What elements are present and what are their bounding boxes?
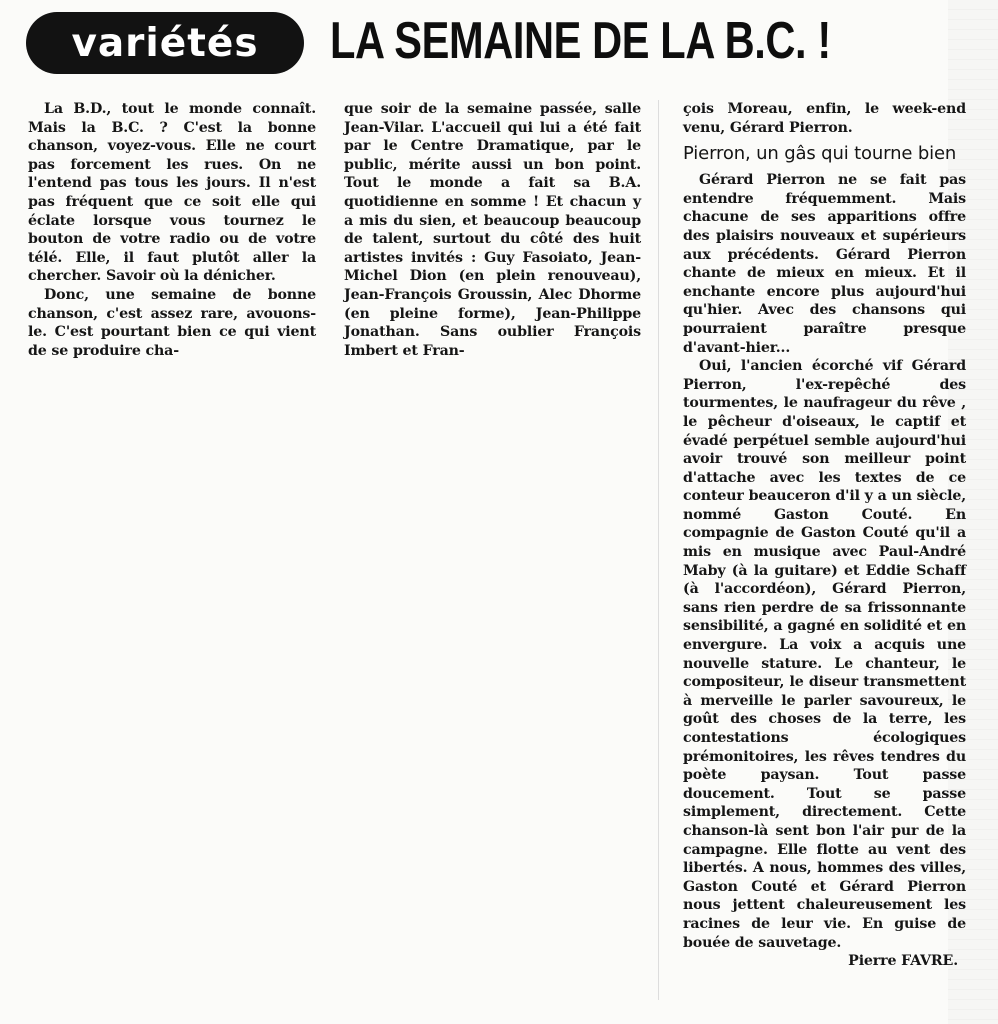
paragraph: Oui, l'ancien écorché vif Gérard Pierron, l'ex-repêché des tourmentes, le naufrageur du rêve , le pêcheur d'oiseaux, le captif et évadé perpétuel semble aujourd'hui avoir trouvé son meilleur point d'attache avec les textes de ce conteur beauceron d'il y a un siècle, nommé Gaston Couté. En compagnie de Gaston Couté qu'il a mis en musique avec Paul-André Maby (à la guitare) et Eddie Schaff (à l'accordéon), Gérard Pierron, sans rien perdre de sa frissonnante sensibilité, a gagné en solidité et en envergure. La voix a acquis une nouvelle stature. Le chanteur, le compositeur, le diseur transmettent à merveille le parler savoureux, le goût des choses de la terre, les contestations écologiques prémonitoires, les rêves tendres du poète paysan. Tout passe doucement. Tout se passe simplement, directement. Cette chanson-là sent bon l'air pur de la campagne. Elle flotte au vent des libertés. A nous, hommes des villes, Gaston Couté et Gérard Pierron nous jettent chaleureusement les racines de leur vie. En guise de bouée de sauvetage. [683, 358, 966, 951]
paragraph: que soir de la semaine passée, salle Jean-Vilar. L'accueil qui lui a été fait par le Centre Dramatique, par le public, mérite aussi un bon point. Tout le monde a fait sa B.A. quotidienne en somme ! Et chacun y a mis du sien, et beaucoup beaucoup de talent, surtout du côté des huit artistes invités : Guy Fasoiato, Jean-Michel Dion (en plein renouveau), Jean-François Groussin, Alec Dhorme (en pleine forme), Jean-Philippe Jonathan. Sans oublier François Imbert et Fran- [344, 101, 641, 359]
author-signature: Pierre FAVRE. [848, 953, 958, 970]
paragraph: Donc, une semaine de bonne chanson, c'est assez rare, avouons-le. C'est pourtant bien ce qui vient de se produire cha- [28, 286, 316, 359]
article-column-1 [28, 100, 316, 360]
paragraph: Gérard Pierron ne se fait pas entendre fréquemment. Mais chacune de ses apparitions offre des plaisirs nouveaux et supérieurs aux précédents. Gérard Pierron chante de mieux en mieux. Et il enchante encore plus aujourd'hui qu'hier. Avec des chansons qui pourraient paraître presque d'avant-hier... [683, 172, 966, 356]
article-column-2 [344, 100, 641, 360]
headline: LA SEMAINE DE LA B.C. ! [330, 12, 831, 70]
article-column-3 [683, 100, 966, 971]
column-rule [658, 100, 659, 1000]
section-badge: variétés [26, 12, 304, 74]
paragraph: çois Moreau, enfin, le week-end venu, Gérard Pierron. [683, 101, 966, 136]
paragraph: La B.D., tout le monde connaît. Mais la B.C. ? C'est la bonne chanson, voyez-vous. Elle ne court pas forcement les rues. On ne l'entend pas tous les jours. Il n'est pas fréquent que ce soit elle qui éclate lorsque vous tournez le bouton de votre radio ou de votre télé. Elle, il faut plutôt aller la chercher. Savoir où la dénicher. [28, 101, 316, 285]
subheading: Pierron, un gâs qui tourne bien [683, 143, 957, 165]
